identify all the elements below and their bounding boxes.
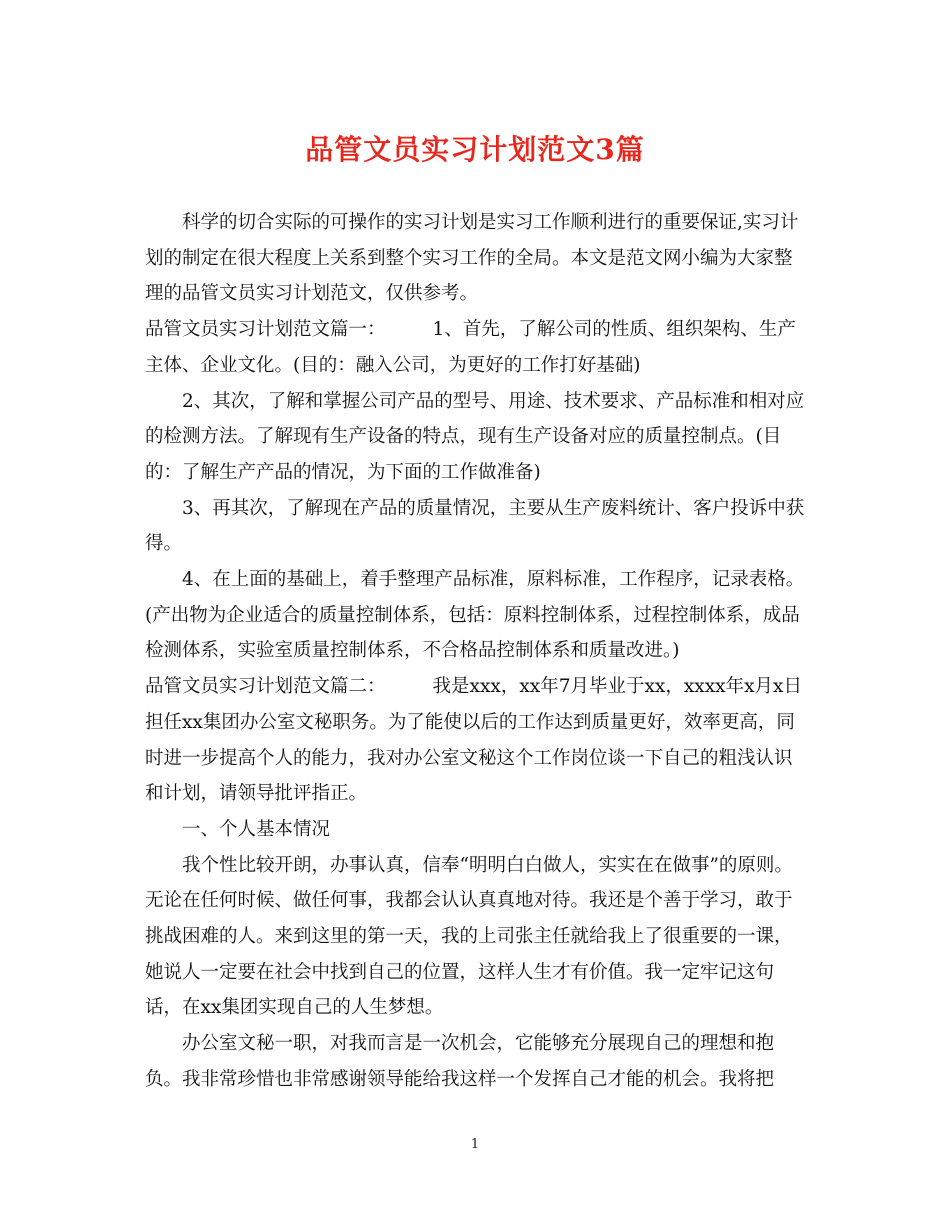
document-body	[145, 205, 810, 1098]
paragraph-item-4: 4、在上面的基础上，着手整理产品标准，原料标准，工作程序，记录表格。(产出物为企业适合的质量控制体系，包括：原料控制体系，过程控制体系，成品检测体系，实验室质量控制体系，不合格品控制体系和质量改进。)	[145, 569, 805, 662]
paragraph-part-one-start: 品管文员实习计划范文篇一： 1、首先，了解公司的性质、组织架构、生产主体、企业文化。(目的：融入公司，为更好的工作打好基础)	[145, 319, 796, 376]
paragraph-item-2: 2、其次，了解和掌握公司产品的型号、用途、技术要求、产品标准和相对应的检测方法。了解现有生产设备的特点，现有生产设备对应的质量控制点。(目的：了解生产产品的情况，为下面的工作做准备)	[145, 390, 805, 483]
paragraph-opportunity: 办公室文秘一职，对我而言是一次机会，它能够充分展现自己的理想和抱负。我非常珍惜也非常感谢领导能给我这样一个发挥自己才能的机会。我将把	[145, 1033, 775, 1090]
paragraph-intro: 科学的切合实际的可操作的实习计划是实习工作顺利进行的重要保证,实习计划的制定在很大程度上关系到整个实习工作的全局。本文是范文网小编为大家整理的品管文员实习计划范文，仅供参考。	[145, 212, 799, 305]
paragraph-personality: 我个性比较开朗，办事认真，信奉“明明白白做人，实实在在做事”的原则。无论在任何时候、做任何事，我都会认认真真地对待。我还是个善于学习，敢于挑战困难的人。来到这里的第一天，我的上司张主任就给我上了很重要的一课，她说人一定要在社会中找到自己的位置，这样人生才有价值。我一定牢记这句话，在xx集团实现自己的人生梦想。	[145, 854, 793, 1019]
document-title: 品管文员实习计划范文3篇	[305, 133, 645, 166]
paragraph-item-3: 3、再其次，了解现在产品的质量情况，主要从生产废料统计、客户投诉中获得。	[145, 497, 805, 555]
page-number: 1	[470, 1137, 480, 1152]
paragraph-part-two-start: 品管文员实习计划范文篇二： 我是xxx，xx年7月毕业于xx，xxxx年x月x日担任xx集团办公室文秘职务。为了能使以后的工作达到质量更好，效率更高，同时进一步提高个人的能力，我对办公室文秘这个工作岗位谈一下自己的粗浅认识和计划，请领导批评指正。	[145, 676, 802, 805]
section-heading-personal-info: 一、个人基本情况	[182, 818, 331, 840]
